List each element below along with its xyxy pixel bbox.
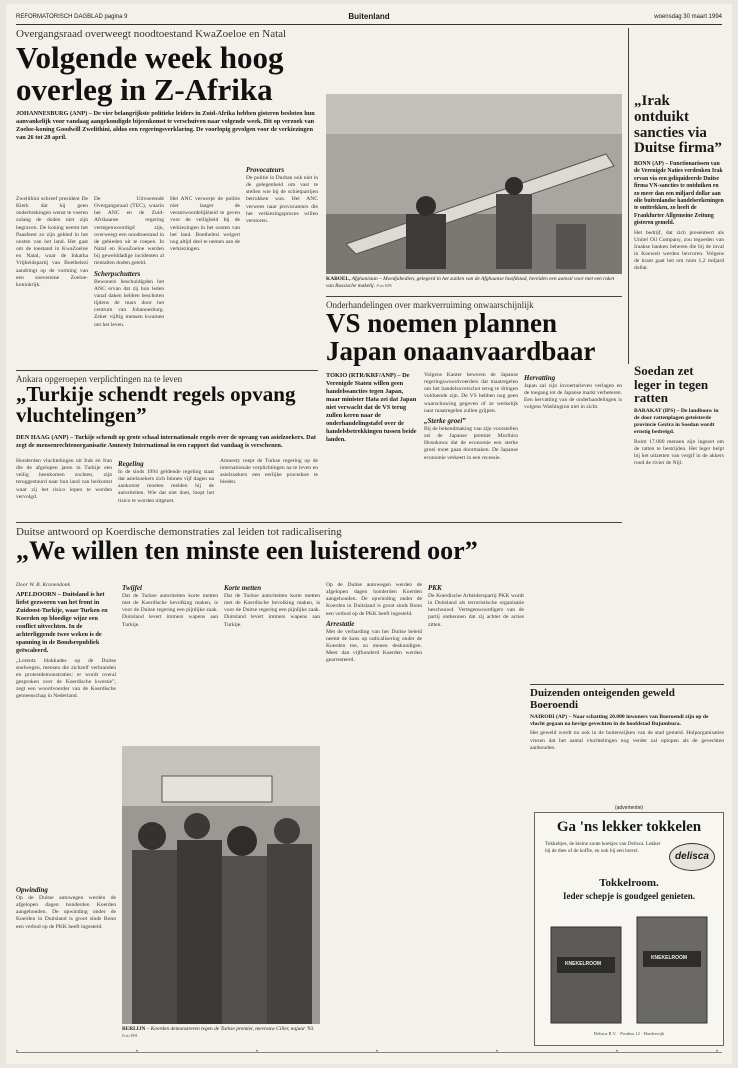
- registration-mark: •: [616, 1049, 619, 1055]
- ad-label: (advertentie): [614, 805, 644, 811]
- article-body: Op de Duitse autowegen werden de afgelopen dagen honderden Koerden aangehouden. De opwinding onder de Koerden in Duitsland is groot sinds Bonn een verbod op de PKK heeft ingesteld.: [326, 582, 422, 617]
- masthead-date: woensdag 30 maart 1994: [654, 14, 722, 20]
- article-headline: „We willen ten minste een luisterend oor”: [16, 536, 478, 565]
- article-column: [16, 582, 116, 742]
- advertisement: [534, 805, 724, 1046]
- section-rule: [16, 370, 318, 371]
- photo-image: [122, 746, 320, 1024]
- article-column: [220, 458, 318, 518]
- article-body: Dat de Turkse autoriteiten korte metten met de Koerdische bevolking maken, is voor de Duitse regering een pijnlijke zaak. Duitsland levert immers wapens aan Turkije.: [122, 593, 218, 628]
- news-photo-berlin: [122, 746, 320, 1024]
- article-kurds: [16, 526, 622, 586]
- article-headline: VS noemen plannen Japan onaanvaardbaar: [326, 308, 596, 366]
- caption-text: Afghanistan – Moedjahedien, gelegerd in het zuiden van de Afghaanse hoofdstad, bereiden een aanval voor met een raket van Russische makelij.: [326, 276, 615, 289]
- article-column: [326, 582, 422, 1042]
- masthead-paper-page: REFORMATORISCH DAGBLAD pagina 9: [16, 14, 128, 20]
- article-headline: Volgende week hoog overleg in Z-Afrika: [16, 40, 284, 107]
- article-subhead: PKK: [428, 584, 442, 592]
- article-column: [326, 372, 418, 496]
- article-body: Het ANC verwerpt de politie niet langer de verantwoordelijkheid te geven voor de veiligheid bij de verkiezingen in het oosten van het land. Boethelezi weigert nog altijd deel te nemen aan de verkiezingen.: [170, 196, 240, 253]
- sidebar-soedan: [634, 364, 724, 496]
- article-body: Japan zal zijn invoertarieven verlagen en de toegang tot de Japanse markt verbeteren. Een hervatting van de onderhandelingen is volgens Washington niet in zicht.: [524, 383, 622, 411]
- registration-mark: •: [16, 1049, 19, 1055]
- article-body: Volgens Kanter beweren de Japanse regeringswoordvoerders dat maatregelen om het handelsoverschot terug te dringen voldoende zijn. De VS hebben nog geen waarschuwing gegeven of ze werkelijk naar maatregelen zullen grijpen.: [424, 372, 518, 414]
- article-headline: „Turkije schendt regels opvang vluchtelingen”: [16, 382, 296, 428]
- article-subhead: Korte metten: [224, 584, 262, 592]
- ad-tagline: Tokkelroom.: [599, 877, 659, 889]
- article-kicker: Overgangsraad overweegt noodtoestand KwaZoeloe en Natal: [16, 28, 287, 40]
- article-column: [424, 372, 518, 496]
- article-kicker: Onderhandelingen over markverruiming onwaarschijnlijk: [326, 300, 534, 310]
- article-kicker: Duitse antwoord op Koerdische demonstraties zal leiden tot radicalisering: [16, 526, 342, 538]
- photo-caption: [326, 276, 622, 294]
- article-headline: Duizenden onteigenden geweld Boeroendi: [530, 688, 675, 711]
- ad-body: Tokkeltjes, de kleine zoute koekjes van Delisca. Lekker bij de thee of de koffie, en ook bij een borrel.: [545, 841, 661, 854]
- article-body: Amnesty roept de Turkse regering op de internationale verplichtingen na te leven en asielzoekers een eerlijke procedure te bieden.: [220, 458, 318, 486]
- article-column: [122, 582, 218, 742]
- article-body: De Koerdische Arbeiderspartij PKK wordt in Duitsland als terroristische organisatie beschouwd. Vertegenwoordigers van de partij ontkennen dat zij achter de acties zitten.: [428, 593, 524, 628]
- sidebar-headline: Soedan zet leger in tegen ratten: [634, 364, 709, 406]
- caption-place: BERLIJN: [122, 1026, 146, 1032]
- article-lead: JOHANNESBURG (ANP) – De vier belangrijkste politieke leiders in Zuid-Afrika hebben gisteren besloten hun aanvankelijk voor vandaag aangekondigde bijeenkomst te verschuiven naar volgende week. Dit op verzoek van Zoeloe-koning Goodwill Zwelithini, aldus een regeringsverklaring. De voorlopig gevolgen voor de verkiezingen van 26 tot 28 april.: [16, 110, 315, 142]
- section-rule: [16, 522, 622, 523]
- article-subhead: Twijfel: [122, 584, 142, 592]
- article-column: [170, 196, 240, 366]
- ad-headline: Ga 'ns lekker tokkelen: [556, 819, 702, 835]
- article-body: Bewoners beschuldigden het ANC ervan dat zij hun leden vanaf daken hebben beschoten tijdens de mars door het centrum van Johannesburg. Zeker vijftig mensen kwamen om het leven.: [94, 278, 164, 328]
- sidebar-body: Het bedrijf, dat zich presenteert als Unitel Oil Company, zou tegoeden van Iraakse banken beheren die bij de inval in Koeweit werden bevroren. Volgens de krant gaat het om ruim 1,2 miljard dollar.: [634, 229, 724, 272]
- article-body: Zwelithini schreef president De Klerk dat hij geen onderbrekingen wenst te voeren zolang de doden niet zijn begraven. De koning neemt het Paasfeest zo zijn gebied in het oosten van het land. Het gaat om de toestand in KwaZoeloe en Natal, waar de Inkatha Vrijheidspartij van Boethelezi aandringt op de vorming van een soevereine Zoeloe-koninkrijk.: [16, 196, 88, 288]
- page-footer-rule: [16, 1049, 722, 1061]
- article-kicker: Ankara opgeroepen verplichtingen na te leven: [16, 374, 183, 384]
- article-body: In de sinds 1994 geldende regeling staat dat asielzoekers zich binnen vijf dagen na aankomst moeten melden bij de autoriteiten. Wie dat niet doet, loopt het risico te worden uitgezet.: [118, 469, 214, 504]
- article-lead: APELDOORN – Duitsland is het liefst gezworen van het front in Zuidoost-Turkije, waar Turken en Koerden op bloedige wijze een conflict uitvechten. In de achterliggende twee weken is de spanning in de Bondsrepubliek geëscaleerd.: [16, 591, 108, 655]
- photo-caption: [122, 1026, 320, 1044]
- article-body: Honderden vluchtelingen uit Irak en Iran die de afgelopen jaren in Turkije een veilig heenkomen zochten, zijn teruggestuurd naar hun land van herkomst waar zij het risico lopen te worden vervolgd.: [16, 458, 112, 500]
- registration-mark: •: [256, 1049, 259, 1055]
- article-byline: Door W. B. Kranendonk: [16, 582, 71, 588]
- sidebar-lead: BARAKAT (IPS) – De landbouw in de door rattenplagen geteisterde provincie Gezira in Soedan wordt ernstig bedreigd.: [634, 407, 719, 436]
- article-body: Met de verharding van het Duitse beleid neemt de kans op radicalisering onder de Koerden toe, zo menen deskundigen. Meer dan vijfhonderd Koerden werden gearresteerd.: [326, 628, 422, 664]
- article-lead: NAIROBI (AP) – Naar schatting 20.000 inwoners van Boeroendi zijn op de vlucht gegaan na hevige gevechten in de hoofdstad Bujumbura.: [530, 714, 709, 728]
- newspaper-page: [6, 4, 732, 1064]
- article-body: Dat de Turkse autoriteiten korte metten met de Koerdische bevolking maken, is voor de Duitse regering een pijnlijke zaak. Duitsland levert immers wapens aan Turkije.: [224, 593, 320, 628]
- column-rule: [628, 28, 629, 364]
- news-photo-kabul: [326, 94, 622, 274]
- article-column: [94, 196, 164, 366]
- sidebar-irak: [634, 94, 724, 364]
- article-body: Op de Duitse autowegen werden de afgelopen dagen honderden Koerden aangehouden. De opwinding onder de Koerden in Duitsland is groot sinds Bonn een verbod op de PKK heeft ingesteld.: [16, 895, 116, 930]
- registration-mark: •: [376, 1049, 379, 1055]
- article-subhead: Hervatting: [524, 374, 556, 382]
- ad-product-label: KNEKELROOM: [564, 961, 602, 967]
- article-subhead: Opwinding: [16, 886, 48, 894]
- article-body: Bij de bekendmaking van zijn voorstellen zei de Japanse premier Morihiro Hosokawa dat de economie een sterke groei moet gaan doormaken. De Japanse economie verkeert in een recessie.: [424, 425, 518, 461]
- sidebar-lead: BONN (AP) – Functionarissen van de Verenigde Naties verdenken Irak ervan via een geliquideerde Duitse firma VN-sancties te ontduiken en zo meer dan een miljard dollar aan olie buitenlandse handelsrekeningen te onttrekken, zo heeft de Frankfurter Allgemeine Zeitung gisteren gemeld.: [634, 161, 724, 227]
- registration-mark: •: [496, 1049, 499, 1055]
- article-subhead: Regeling: [118, 460, 144, 468]
- article-column: [16, 196, 88, 366]
- ad-product-label: KNEKELROOM: [650, 955, 688, 961]
- photo-image: [326, 94, 622, 274]
- masthead-section: Buitenland: [348, 12, 390, 21]
- section-rule: [530, 684, 724, 685]
- article-column: [524, 372, 622, 496]
- ad-tagline2: Ieder schepje is goudgeel genieten.: [562, 891, 696, 901]
- article-column: [16, 884, 116, 1042]
- sidebar-body: Ruim 17.000 mensen zijn ingezet om de ratten te bestrijden. Het leger helpt bij het uitzetten van vergif in de akkers rond de rivier de Nijl.: [634, 438, 724, 467]
- photo-credit: Foto EPA: [122, 1032, 138, 1038]
- article-turkey: [16, 374, 318, 434]
- caption-text: – Koerden demonstreren tegen de Turkse premier, mevrouw Ciller, najaar '93.: [146, 1026, 315, 1032]
- article-subhead: Scherpschutters: [94, 269, 141, 278]
- article-column: [246, 164, 318, 366]
- registration-mark: •: [716, 1049, 719, 1055]
- ad-brand-logo: delisca: [669, 843, 715, 871]
- masthead: [16, 12, 722, 25]
- article-body: De Uitvoerende Overgangsraad (TEC), waarin het ANC en de Zuid-Afrikaanse regering vertegenwoordigd zijn, overweegt een noodtoestand in de gebieden uit te roepen. In Natal en KwaZoeloe werden bij gewelddadige incidenten al tientallen doden geteld.: [94, 196, 164, 267]
- article-lead: DEN HAAG (ANP) – Turkije schendt op grote schaal internationale regels over de opvang van asielzoekers. Dat zegt de mensenrechtenorganisatie Amnesty International in een rapport dat vandaag is verschenen.: [16, 434, 316, 450]
- article-subhead: „Sterke groei”: [424, 416, 466, 425]
- article-subhead: Arrestatie: [326, 619, 355, 628]
- article-lead: TOKIO (RTR/KRF/ANP) – De Verenigde Staten willen geen handelssancties tegen Japan, maar minister Hata zei dat Japan niet verwacht dat de VS terug zullen keren naar de onderhandelingstafel over de handelsbetrekkingen tussen beide landen.: [326, 372, 417, 444]
- photo-credit: Foto EPA: [376, 282, 392, 288]
- article-column: [16, 458, 112, 518]
- ad-product-image: [547, 907, 711, 1027]
- caption-place: KABOEL,: [326, 276, 351, 282]
- article-column: [428, 582, 524, 1042]
- sidebar-headline: „Irak ontduikt sancties via Duitse firma”: [634, 94, 722, 157]
- article-column: [224, 582, 320, 742]
- article-subhead: Provocateurs: [246, 166, 285, 174]
- article-burundi: [530, 688, 724, 808]
- ad-footer: Delisca B.V. · Postbus 12 · Harderwijk: [593, 1031, 665, 1036]
- article-column: [118, 458, 214, 518]
- registration-mark: •: [136, 1049, 139, 1055]
- article-body: „Lorentz blokkades op de Duitse snelwegen, mensen die zichzelf verbranden en protestdemonstraties: er wordt overal gesproken over de Koerdische kwestie”, zegt een woordvoerder van de Koerdische gemeenschap in Nederland.: [16, 657, 116, 700]
- article-body: Het geweld wordt nu ook in de buitenwijken van de stad gemeld. Hulporganisaties vrezen dat het aantal vluchtelingen nog verder zal oplopen als de gevechten aanhouden.: [530, 730, 724, 751]
- article-lead-wrap: [16, 434, 318, 456]
- section-rule: [326, 296, 622, 297]
- article-body: De politie in Durban ook niet in de gelegenheid om vast te stellen wie bij de schietpartijen betrokken was. Het ANC verwees naar provocateurs die het verkiezingsproces willen verstoren.: [246, 175, 318, 224]
